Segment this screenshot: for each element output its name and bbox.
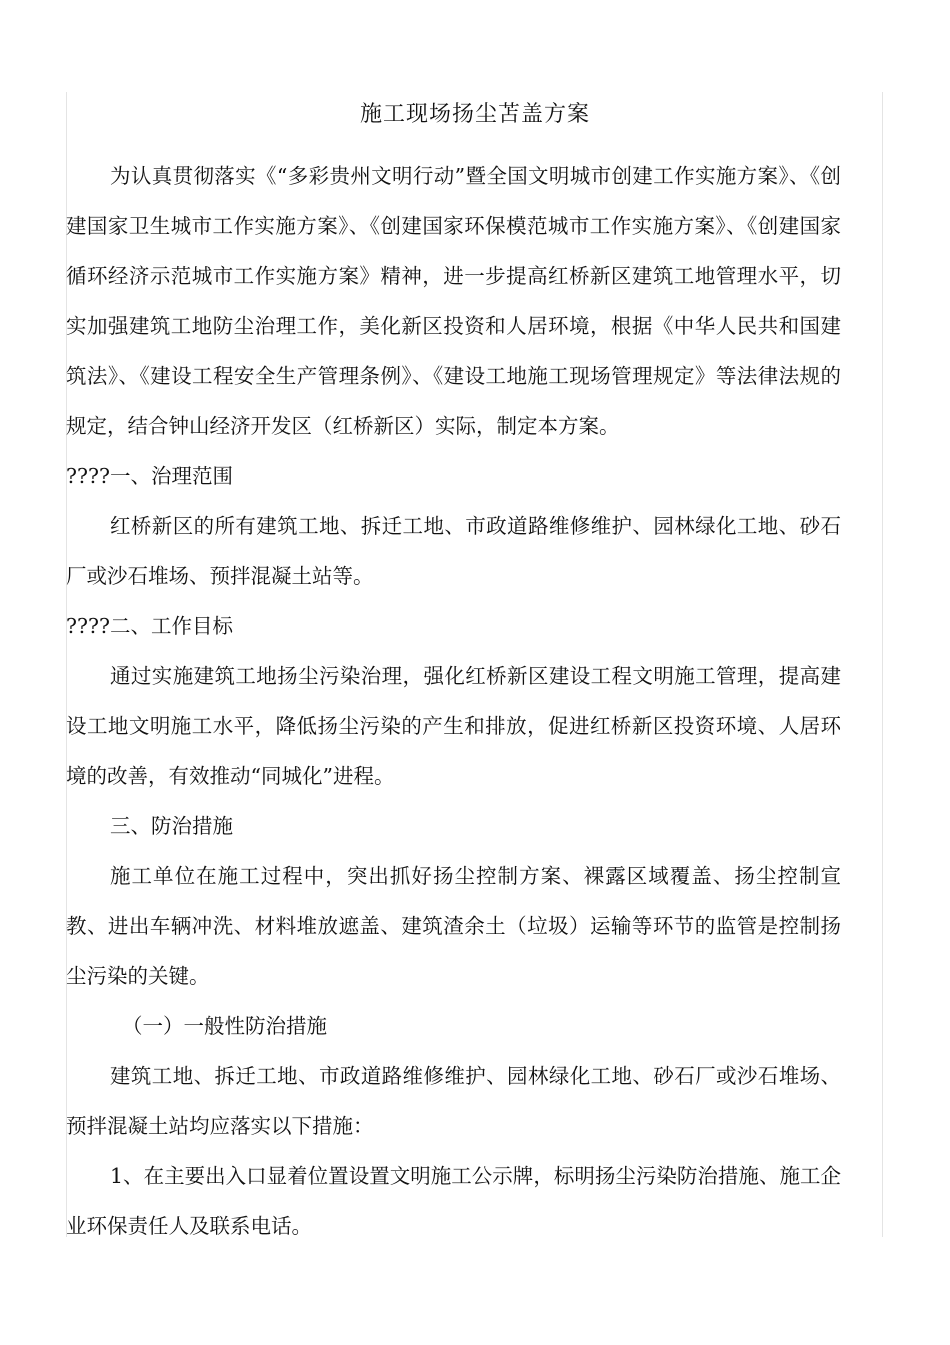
subsection-heading-general: （一）一般性防治措施 [122,1014,327,1038]
document-title: 施工现场扬尘苫盖方案 [359,102,590,127]
section-heading-goals: ????二、工作目标 [66,614,233,638]
goals-paragraph: 通过实施建筑工地扬尘污染治理，强化红桥新区建设工程文明施工管理，提高建设工地文明施工水平，降低扬尘污染的产生和排放，促进红桥新区投资环境、人居环境的改善，有效推动“同城化”进程。 [66,664,841,788]
intro-paragraph: 为认真贯彻落实《“多彩贵州文明行动”暨全国文明城市创建工作实施方案》、《创建国家卫生城市工作实施方案》、《创建国家环保模范城市工作实施方案》、《创建国家循环经济示范城市工作实施方案》精神，进一步提高红桥新区建筑工地管理水平，切实加强建筑工地防尘治理工作，美化新区投资和人居环境，根据《中华人民共和国建筑法》、《建设工程安全生产管理条例》、《建设工地施工现场管理规定》等法律法规的规定，结合钟山经济开发区（红桥新区）实际，制定本方案。 [66,164,841,438]
measures-paragraph: 施工单位在施工过程中，突出抓好扬尘控制方案、裸露区域覆盖、扬尘控制宣教、进出车辆冲洗、材料堆放遮盖、建筑渣余土（垃圾）运输等环节的监管是控制扬尘污染的关键。 [66,864,841,988]
right-margin-line [882,92,883,1237]
section-heading-scope: ????一、治理范围 [66,464,233,488]
general-measures-paragraph: 建筑工地、拆迁工地、市政道路维修维护、园林绿化工地、砂石厂或沙石堆场、预拌混凝土站均应落实以下措施： [66,1064,841,1138]
document-body [66,151,841,1251]
scope-paragraph: 红桥新区的所有建筑工地、拆迁工地、市政道路维修维护、园林绿化工地、砂石厂或沙石堆场、预拌混凝土站等。 [66,514,841,588]
section-heading-measures: 三、防治措施 [110,814,233,838]
measure-item-1: 1、在主要出入口显着位置设置文明施工公示牌，标明扬尘污染防治措施、施工企业环保责任人及联系电话。 [66,1164,841,1238]
